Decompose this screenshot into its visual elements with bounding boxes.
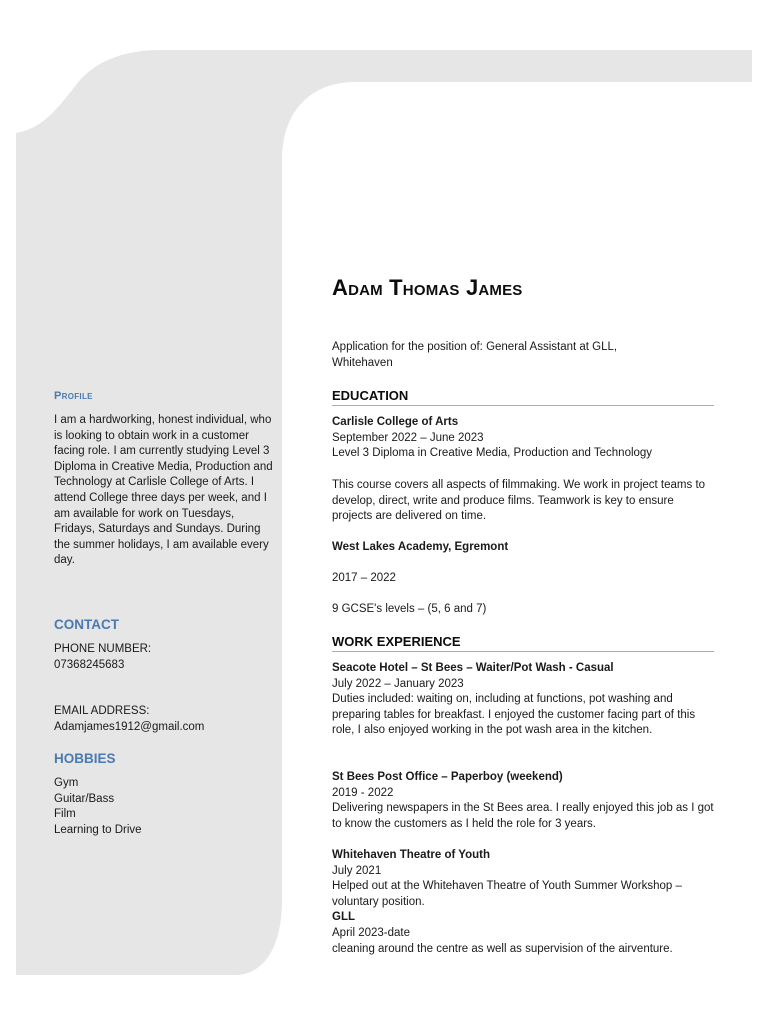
hobbies-list — [54, 776, 274, 838]
contact-heading: CONTACT — [54, 617, 119, 632]
westlakes-dates: 2017 – 2022 — [332, 572, 396, 584]
work-postoffice — [332, 770, 714, 832]
education-heading: EDUCATION — [332, 388, 714, 406]
gll-dates: April 2023-date — [332, 926, 410, 939]
theatre-title: Whitehaven Theatre of Youth — [332, 849, 491, 861]
profile-heading: Profile — [54, 390, 93, 402]
westlakes-result: 9 GCSE's levels – (5, 6 and 7) — [332, 603, 487, 615]
theatre-description: Helped out at the Whitehaven Theatre of Youth Summer Workshop – voluntary position. — [332, 880, 682, 908]
hobby-item: Gym — [54, 777, 79, 789]
work-heading: WORK EXPERIENCE — [332, 634, 714, 652]
carlisle-title: Carlisle College of Arts — [332, 416, 459, 428]
hobby-item: Film — [54, 808, 76, 821]
seacote-dates: July 2022 – January 2023 — [332, 677, 464, 690]
candidate-name: Adam Thomas James — [332, 275, 523, 300]
carlisle-description: This course covers all aspects of filmmaking. We work in project teams to develop, direct, write and produce films. Teamwork is key to ensure projects are delivered on time. — [332, 479, 706, 523]
work-seacote — [332, 661, 714, 739]
email-label: EMAIL ADDRESS: — [54, 705, 150, 717]
hobbies-heading: HOBBIES — [54, 751, 116, 766]
carlisle-course: Level 3 Diploma in Creative Media, Production and Technology — [332, 447, 653, 460]
phone-block — [54, 642, 274, 673]
education-carlisle — [332, 415, 714, 462]
carlisle-dates: September 2022 – June 2023 — [332, 431, 484, 444]
theatre-dates: July 2021 — [332, 864, 382, 877]
postoffice-description: Delivering newspapers in the St Bees area. I really enjoyed this job as I got to know the customers as I held the role for 3 years. — [332, 802, 714, 830]
phone-label: PHONE NUMBER: — [54, 643, 152, 655]
postoffice-title: St Bees Post Office – Paperboy (weekend) — [332, 771, 563, 783]
seacote-description: Duties included: waiting on, including at functions, pot washing and preparing tables for breakfast. I enjoyed the customer facing part of this role, I also enjoyed working in the pot wash area in the kitchen. — [332, 693, 696, 737]
profile-text: I am a hardworking, honest individual, who is looking to obtain work in a customer facing role. I am currently studying Level 3 Diploma in Creative Media, Production and Technology at Carlisle College of Arts. I attend College three days per week, and I am available for work on Tuesdays, Fridays, Saturdays and Sundays. During the summer holidays, I am available every day. — [54, 414, 273, 567]
westlakes-title: West Lakes Academy, Egremont — [332, 541, 509, 553]
hobby-item: Guitar/Bass — [54, 792, 115, 805]
seacote-title: Seacote Hotel – St Bees – Waiter/Pot Wash - Casual — [332, 662, 614, 674]
phone-number: 07368245683 — [54, 658, 125, 671]
postoffice-dates: 2019 - 2022 — [332, 786, 394, 799]
gll-title: GLL — [332, 911, 355, 924]
email-address: Adamjames1912@gmail.com — [54, 720, 205, 733]
gll-description: cleaning around the centre as well as supervision of the airventure. — [332, 942, 673, 955]
application-line: Application for the position of: General Assistant at GLL, Whitehaven — [332, 341, 618, 369]
work-theatre — [332, 848, 714, 957]
hobby-item: Learning to Drive — [54, 823, 142, 836]
email-block — [54, 704, 274, 735]
